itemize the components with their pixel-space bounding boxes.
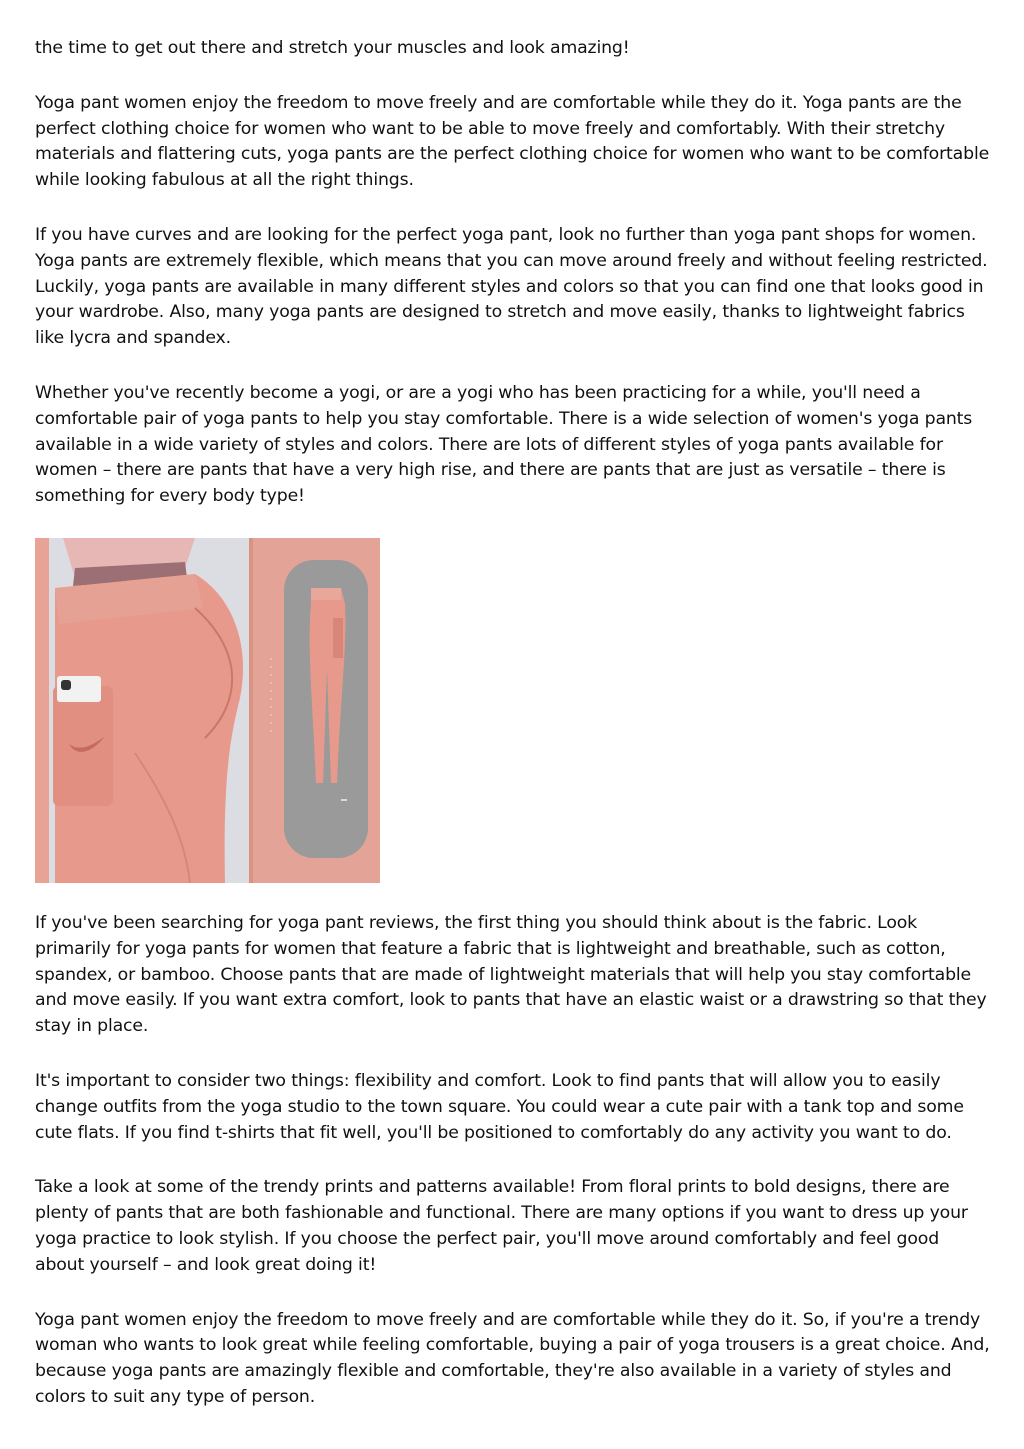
paragraph-3: If you have curves and are looking for the perfect yoga pant, look no further than yoga pant shops for women. Yoga pants are extremely flexible, which means that you can move around freely and without feeling restricted. Luckily, yoga pants are available in many different styles and colors so that you can find one that looks good in your wardrobe. Also, many yoga pants are designed to stretch and move easily, thanks to lightweight fabrics like lycra and spandex. (35, 224, 988, 349)
paragraph-2: Yoga pant women enjoy the freedom to move freely and are comfortable while they do it. Yoga pants are the perfect clothing choice for women who want to be able to move freely and comfortably. With their stretchy materials and flattering cuts, yoga pants are the perfect clothing choice for women who want to be comfortable while looking fabulous at all the right things. (35, 92, 990, 191)
paragraph-7: Take a look at some of the trendy prints and patterns available! From floral prints to bold designs, there are plenty of pants that are both fashionable and functional. There are many options if you want to dress up your yoga practice to look stylish. If you choose the perfect pair, you'll move around comfortably and feel good about yourself – and look great doing it! (35, 1177, 968, 1275)
yoga-pants-illustration (35, 538, 380, 883)
paragraph-6: It's important to consider two things: flexibility and comfort. Look to find pants that will allow you to easily change outfits from the yoga studio to the town square. You could wear a cute pair with a tank top and some cute flats. If you find t-shirts that fit well, you'll be positioned to comfortably do any activity you want to do. (35, 1070, 964, 1143)
paragraph-5: If you've been searching for yoga pant reviews, the first thing you should think about is the fabric. Look primarily for yoga pants for women that feature a fabric that is lightweight and breathable, such as cotton, spandex, or bamboo. Choose pants that are made of lightweight materials that will help you stay comfortable and move easily. If you want extra comfort, look to pants that have an elastic waist or a drawstring so that they stay in place. (35, 912, 987, 1037)
article-body (35, 36, 993, 1411)
paragraph-8: Yoga pant women enjoy the freedom to move freely and are comfortable while they do it. So, if you're a trendy woman who wants to look great while feeling comfortable, buying a pair of yoga trousers is a great choice. And, because yoga pants are amazingly flexible and comfortable, they're also available in a variety of styles and colors to suit any type of person. (35, 1309, 990, 1407)
yoga-pants-product-image (35, 538, 380, 883)
paragraph-4: Whether you've recently become a yogi, or are a yogi who has been practicing for a while, you'll need a comfortable pair of yoga pants to help you stay comfortable. There is a wide selection of women's yoga pants available in a wide variety of styles and colors. There are lots of different styles of yoga pants available for women – there are pants that have a very high rise, and there are pants that are just as versatile – there is something for every body type! (35, 382, 973, 507)
paragraph-1: the time to get out there and stretch your muscles and look amazing! (35, 38, 630, 58)
